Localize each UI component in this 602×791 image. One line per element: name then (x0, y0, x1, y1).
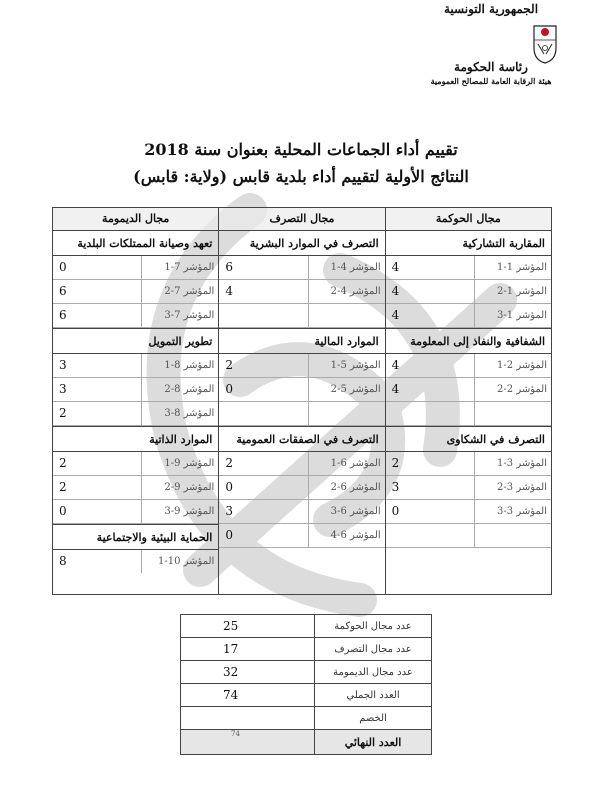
indicator-row (386, 256, 551, 280)
indicator-value: 3 (59, 358, 67, 372)
indicator-value: 0 (225, 382, 233, 396)
indicator-label: المؤشر 3-2 (474, 476, 551, 499)
indicator-value: 4 (391, 358, 400, 372)
indicator-label: المؤشر 1-3 (474, 304, 551, 327)
page-title: تقييم أداء الجماعات المحلية بعنوان سنة 2018 (144, 140, 458, 159)
indicator-row (219, 378, 384, 402)
indicator-label: المؤشر 10-1 (141, 550, 218, 573)
indicator-label: المؤشر 6-1 (308, 452, 385, 475)
summary-row-final (181, 730, 432, 755)
indicator-label: المؤشر 2-1 (474, 354, 551, 377)
indicator-row (53, 256, 218, 280)
section-title: تطوير التمويل (53, 328, 218, 354)
indicator-label: المؤشر 9-1 (141, 452, 218, 475)
indicator-label: المؤشر 9-3 (141, 500, 218, 523)
section-title: التصرف في الموارد البشرية (219, 231, 384, 256)
section-title: الموارد المالية (219, 328, 384, 354)
indicator-label: المؤشر 2-2 (474, 378, 551, 401)
summary-value (181, 707, 315, 730)
indicator-label (308, 402, 385, 425)
indicator-label (474, 524, 551, 547)
indicator-value: 6 (59, 284, 67, 298)
indicator-row (219, 524, 384, 548)
indicator-value: 4 (391, 308, 400, 322)
indicator-value: 2 (59, 480, 67, 494)
section-title: تعهد وصيانة الممتلكات البلدية (53, 231, 218, 256)
indicator-value (386, 524, 474, 547)
indicator-value: 3 (225, 504, 233, 518)
empty-row (219, 304, 384, 328)
domain-governance-header: مجال الحوكمة (385, 208, 551, 230)
indicator-row (386, 354, 551, 378)
indicator-value: 2 (59, 406, 67, 420)
indicator-label: المؤشر 4-2 (308, 280, 385, 303)
indicator-row (219, 452, 384, 476)
indicator-value: 6 (225, 260, 233, 274)
titles (0, 140, 602, 186)
indicator-label: المؤشر 6-4 (308, 524, 385, 547)
indicator-row (219, 354, 384, 378)
indicator-value: 2 (59, 456, 67, 470)
spacer (386, 571, 551, 594)
indicator-label: المؤشر 9-2 (141, 476, 218, 499)
indicator-row (386, 280, 551, 304)
indicator-value (386, 402, 474, 425)
section-title: الموارد الذاتية (53, 426, 218, 452)
spacer (219, 571, 384, 594)
indicator-row (53, 402, 218, 426)
indicator-row (219, 280, 384, 304)
authority-name: هيئة الرقابة العامة للمصالح العمومية (430, 76, 552, 86)
spacer (219, 548, 384, 571)
indicator-value: 4 (225, 284, 233, 298)
indicator-value: 0 (59, 260, 67, 274)
indicator-row (386, 378, 551, 402)
section-title: التصرف في الشكاوى (386, 426, 551, 452)
indicator-row (53, 354, 218, 378)
indicator-value: 2 (225, 358, 233, 372)
indicator-label: المؤشر 8-1 (141, 354, 218, 377)
sustainability-column (53, 231, 218, 594)
spacer (386, 548, 551, 571)
domain-header-row (53, 208, 551, 231)
indicator-row (53, 550, 218, 573)
indicator-value: 3 (391, 480, 400, 494)
section-title: المقاربة التشاركية (386, 231, 551, 256)
summary-value: 74 (181, 730, 315, 755)
indicator-label: المؤشر 5-2 (308, 378, 385, 401)
indicator-label (474, 402, 551, 425)
government-name: رئاسة الحكومة (454, 60, 528, 74)
indicator-value (219, 304, 307, 327)
section-title: التصرف في الصفقات العمومية (219, 426, 384, 452)
indicator-value: 0 (59, 504, 67, 518)
indicator-value: 4 (391, 260, 400, 274)
indicator-value: 2 (225, 456, 233, 470)
summary-value: 17 (181, 638, 315, 661)
indicator-value: 4 (391, 382, 400, 396)
indicator-row (53, 304, 218, 328)
summary-row (181, 707, 432, 730)
summary-label: عدد مجال الديمومة (315, 661, 432, 684)
indicator-row (386, 500, 551, 524)
indicator-label: المؤشر 8-2 (141, 378, 218, 401)
indicator-label: المؤشر 6-3 (308, 500, 385, 523)
summary-value: 25 (181, 615, 315, 638)
summary-value: 74 (181, 684, 315, 707)
domain-sustainability-header: مجال الديمومة (102, 212, 170, 225)
summary-label: الخصم (315, 707, 432, 730)
indicator-label: المؤشر 7-3 (141, 304, 218, 327)
indicator-label: المؤشر 3-3 (474, 500, 551, 523)
section-title: الحماية البيئية والاجتماعية (53, 524, 218, 550)
governance-column (385, 231, 551, 594)
empty-row (386, 524, 551, 548)
summary-label: العدد الجملي (315, 684, 432, 707)
indicator-value: 2 (391, 456, 400, 470)
indicator-row (386, 452, 551, 476)
summary-value: 32 (181, 661, 315, 684)
indicator-label: المؤشر 7-1 (141, 256, 218, 279)
empty-row (386, 402, 551, 426)
indicator-row (53, 452, 218, 476)
indicator-label: المؤشر 5-1 (308, 354, 385, 377)
indicator-value: 0 (225, 528, 233, 542)
management-column (218, 231, 384, 594)
indicator-value: 0 (225, 480, 233, 494)
indicator-row (386, 304, 551, 328)
indicator-row (219, 256, 384, 280)
indicator-value: 3 (59, 382, 67, 396)
summary-row (181, 661, 432, 684)
summary-row (181, 615, 432, 638)
indicator-label: المؤشر 3-1 (474, 452, 551, 475)
indicator-value: 8 (59, 554, 67, 568)
indicator-row (386, 476, 551, 500)
indicator-row (219, 476, 384, 500)
summary-row (181, 638, 432, 661)
indicator-value: 6 (59, 308, 67, 322)
summary-label: العدد النهائي (315, 730, 432, 755)
summary-table (180, 614, 432, 755)
empty-row (219, 402, 384, 426)
summary-row (181, 684, 432, 707)
indicator-row (53, 280, 218, 304)
indicator-label: المؤشر 7-2 (141, 280, 218, 303)
results-table (52, 207, 552, 595)
indicator-label: المؤشر 1-1 (474, 256, 551, 279)
indicator-row (53, 378, 218, 402)
indicator-row (219, 500, 384, 524)
indicator-label: المؤشر 4-1 (308, 256, 385, 279)
indicator-label: المؤشر 6-2 (308, 476, 385, 499)
domain-management-header: مجال التصرف (218, 208, 384, 230)
summary-label: عدد مجال الحوكمة (315, 615, 432, 638)
summary-label: عدد مجال التصرف (315, 638, 432, 661)
indicator-label (308, 304, 385, 327)
page-subtitle: النتائج الأولية لتقييم أداء بلدية قابس (ولاية: قابس) (133, 167, 469, 186)
indicator-row (53, 476, 218, 500)
coat-of-arms-icon (530, 22, 560, 64)
indicator-label: المؤشر 8-3 (141, 402, 218, 425)
indicator-value (219, 402, 307, 425)
indicator-value: 0 (391, 504, 400, 518)
indicator-label: المؤشر 1-2 (474, 280, 551, 303)
indicator-row (53, 500, 218, 524)
republic-name: الجمهورية التونسية (443, 2, 539, 16)
section-title: الشفافية والنفاذ إلى المعلومة (386, 328, 551, 354)
indicator-value: 4 (391, 284, 400, 298)
